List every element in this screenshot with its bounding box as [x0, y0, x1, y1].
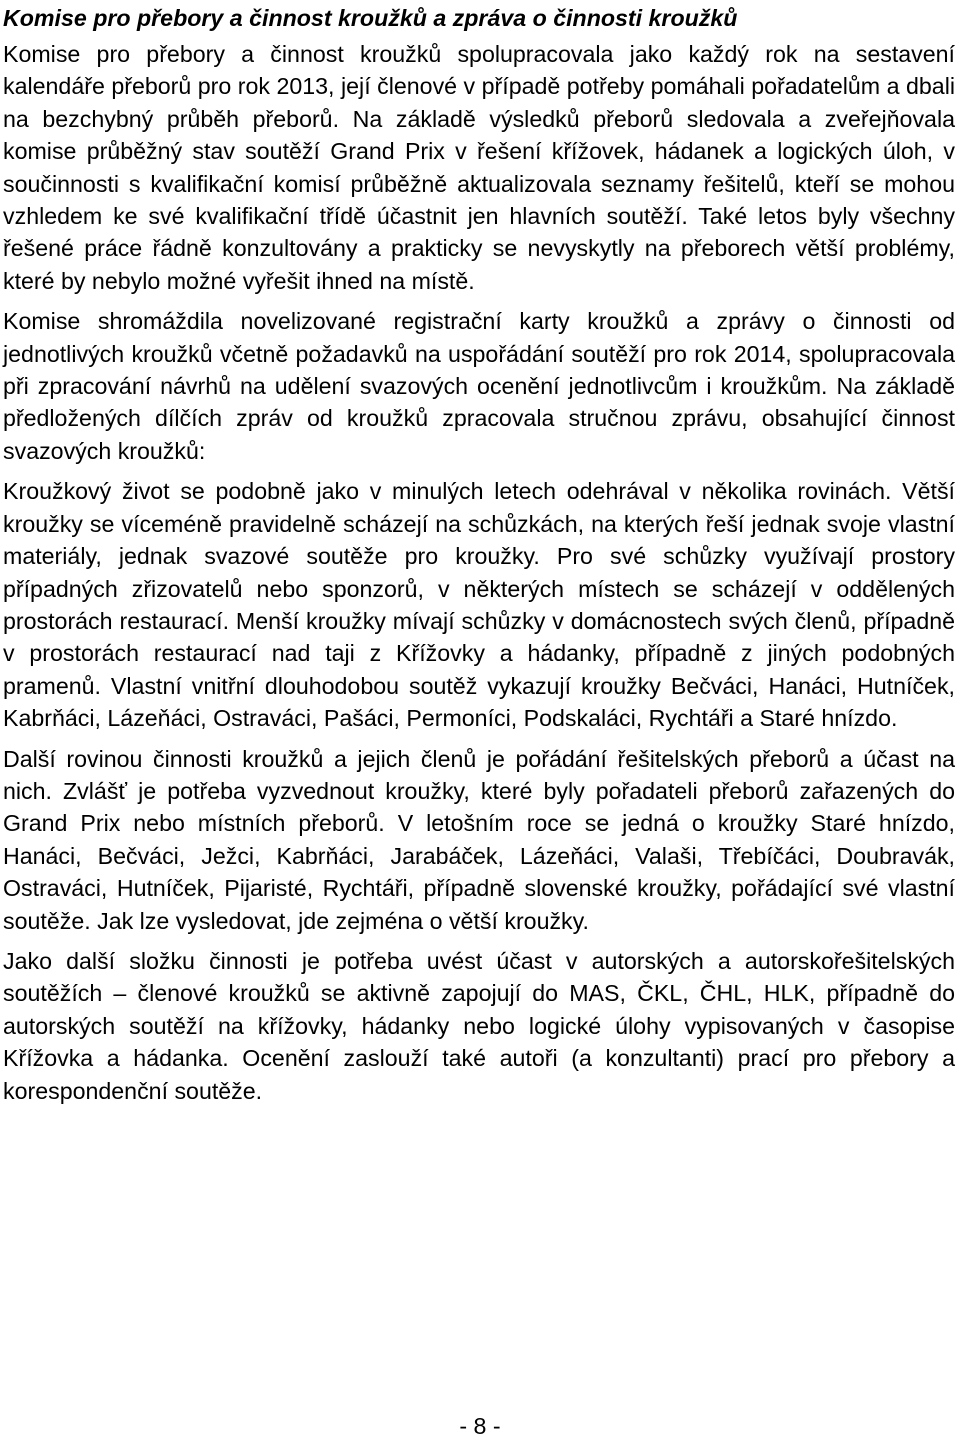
document-page: [3, 0, 955, 1107]
paragraph-author-competitions: Jako další složku činnosti je potřeba uvést účast v autorských a autorskořešitelských soutěžích – členové kroužků se aktivně zapojují do MAS, ČKL, ČHL, HLK, případně do autorských soutěží na křížovky, hádanky nebo logické úlohy vypisovaných v časopise Křížovka a hádanka. Ocenění zaslouží také autoři (a konzultanti) prací pro přebory a korespondenční soutěže.: [3, 947, 955, 1104]
paragraph-championships: Komise pro přebory a činnost kroužků spolupracovala jako každý rok na sestavení kalendáře přeborů pro rok 2013, její členové v případě potřeby pomáhali pořadatelům a dbali na bezchybný průběh přeborů. Na základě výsledků přeborů sledovala a zveřejňovala komise průběžný stav soutěží Grand Prix v řešení křížovek, hádanek a logických úloh, v součinnosti s kvalifikační komisí průběžně aktualizovala seznamy řešitelů, kteří se mohou vzhledem ke své kvalifikační třídě účastnit jen hlavních soutěží. Také letos byly všechny řešené práce řádně konzultovány a prakticky se nevyskytly na přeborech větší problémy, které by nebylo možné vyřešit ihned na místě.: [3, 41, 955, 294]
section-heading: Komise pro přebory a činnost kroužků a zpráva o činnosti kroužků: [3, 5, 738, 31]
page-number: - 8 -: [459, 1413, 501, 1439]
paragraph-organizing: Další rovinou činnosti kroužků a jejich členů je pořádání řešitelských přeborů a účast na nich. Zvlášť je potřeba vyzvednout kroužky, které byly pořadateli přeborů zařazených do Grand Prix nebo místních přeborů. V letošním roce se jedná o kroužky Staré hnízdo, Hanáci, Bečváci, Ježci, Kabrňáci, Jarabáček, Lázeňáci, Valaši, Třebíčáci, Doubravák, Ostraváci, Hutníček, Pijaristé, Rychtáři, případně slovenské kroužky, pořádající své vlastní soutěže. Jak lze vysledovat, jde zejména o větší kroužky.: [3, 745, 955, 934]
paragraph-club-life: Kroužkový život se podobně jako v minulých letech odehrával v několika rovinách. Větší kroužky se víceméně pravidelně scházejí na schůzkách, na kterých řeší jednak svoje vlastní materiály, jednak svazové soutěže pro kroužky. Pro své schůzky využívají prostory případných zřizovatelů nebo sponzorů, v některých místech se scházejí v oddělených prostorách restaurací. Menší kroužky mívají schůzky v domácnostech svých členů, případně v prostorách restaurací nad taji z Křížovky a hádanky, případně z jiných podobných pramenů. Vlastní vnitřní dlouhodobou soutěž vykazují kroužky Bečváci, Hanáci, Hutníček, Kabrňáci, Lázeňáci, Ostraváci, Pašáci, Permoníci, Podskaláci, Rychtáři a Staré hnízdo.: [3, 478, 955, 732]
paragraph-registration: Komise shromáždila novelizované registrační karty kroužků a zprávy o činnosti od jednotlivých kroužků včetně požadavků na uspořádání soutěží pro rok 2014, spolupracovala při zpracování návrhů na udělení svazových ocenění jednotlivcům i kroužkům. Na základě předložených dílčích zpráv od kroužků zpracovala stručnou zprávu, obsahující činnost svazových kroužků:: [3, 308, 955, 464]
